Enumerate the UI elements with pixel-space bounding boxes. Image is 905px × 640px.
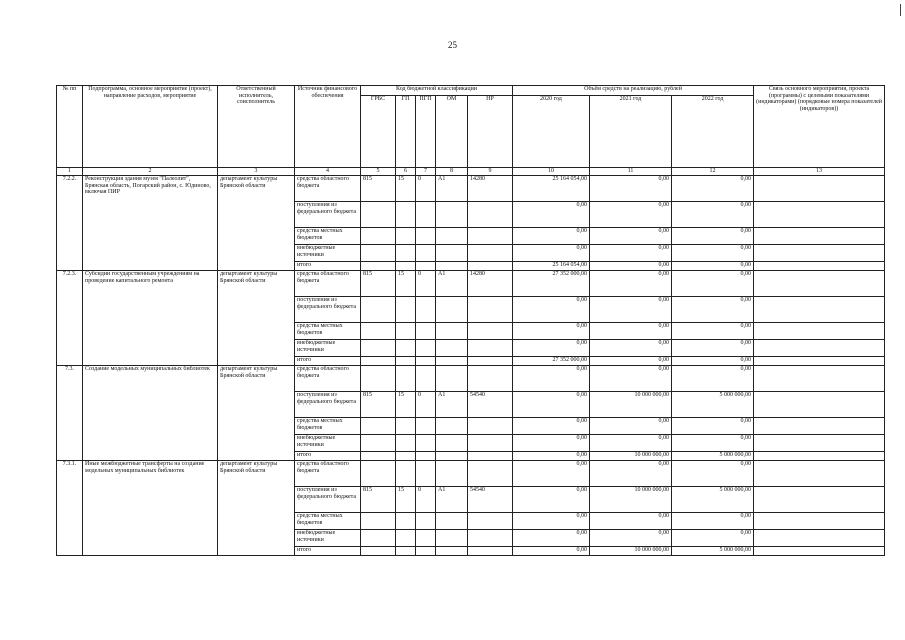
funding-source: итого [295, 357, 361, 366]
header-2020: 2020 год [513, 96, 590, 168]
budget-table [56, 85, 885, 556]
funding-source: поступления из федерального бюджета [295, 297, 361, 323]
item-name: Субсидии государственным учреждениям на проведение капитального ремонта [83, 271, 218, 366]
code-grbs [361, 435, 396, 452]
code-gp [396, 452, 416, 461]
code-om [436, 461, 468, 487]
indicator-link [754, 487, 885, 513]
code-gp [396, 366, 416, 392]
indicator-link [754, 245, 885, 262]
code-om [436, 297, 468, 323]
header-amount: Объём средств на реализацию, рублей [513, 86, 754, 96]
code-gp: 15 [396, 392, 416, 418]
amount-2020: 0,00 [513, 513, 590, 530]
funding-source: средства местных бюджетов [295, 228, 361, 245]
code-grbs [361, 418, 396, 435]
code-grbs [361, 547, 396, 556]
code-pgp [416, 366, 436, 392]
funding-source: средства местных бюджетов [295, 418, 361, 435]
indicator-link [754, 392, 885, 418]
column-number: 3 [218, 168, 295, 176]
amount-2020: 0,00 [513, 323, 590, 340]
code-grbs [361, 461, 396, 487]
code-om [436, 547, 468, 556]
header-grbs: ГРБС [361, 96, 396, 168]
code-pgp [416, 530, 436, 547]
table-row [57, 461, 885, 487]
column-number: 7 [416, 168, 436, 176]
code-pgp [416, 262, 436, 271]
code-grbs [361, 262, 396, 271]
amount-2020: 0,00 [513, 435, 590, 452]
code-gp [396, 513, 416, 530]
amount-2021: 10 000 000,00 [590, 452, 672, 461]
code-nr [468, 262, 513, 271]
code-gp: 15 [396, 487, 416, 513]
amount-2020: 0,00 [513, 547, 590, 556]
amount-2020: 0,00 [513, 487, 590, 513]
funding-source: средства областного бюджета [295, 366, 361, 392]
funding-source: итого [295, 452, 361, 461]
header-source: Источник финансового обеспечения [295, 86, 361, 168]
amount-2021: 0,00 [590, 176, 672, 202]
code-nr [468, 297, 513, 323]
code-grbs [361, 357, 396, 366]
item-executor: департамент культуры Брянской области [218, 176, 295, 271]
indicator-link [754, 547, 885, 556]
column-number: 9 [468, 168, 513, 176]
code-pgp [416, 547, 436, 556]
amount-2020: 0,00 [513, 418, 590, 435]
code-pgp: 0 [416, 176, 436, 202]
code-om: А1 [436, 271, 468, 297]
funding-source: поступления из федерального бюджета [295, 487, 361, 513]
amount-2021: 10 000 000,00 [590, 547, 672, 556]
amount-2020: 0,00 [513, 452, 590, 461]
item-executor: департамент культуры Брянской области [218, 271, 295, 366]
amount-2021: 0,00 [590, 202, 672, 228]
code-pgp [416, 340, 436, 357]
indicator-link [754, 418, 885, 435]
column-number: 4 [295, 168, 361, 176]
funding-source: внебюджетные источники [295, 435, 361, 452]
funding-source: внебюджетные источники [295, 245, 361, 262]
amount-2022: 0,00 [672, 271, 754, 297]
code-nr: 14280 [468, 271, 513, 297]
item-name: Реконструкция здания музея "Палеолит", Брянская область, Погарский район, с. Юдиново, включая ПИР [83, 176, 218, 271]
code-pgp [416, 452, 436, 461]
code-grbs [361, 366, 396, 392]
code-om [436, 452, 468, 461]
amount-2020: 0,00 [513, 366, 590, 392]
code-gp [396, 461, 416, 487]
amount-2021: 0,00 [590, 245, 672, 262]
code-nr [468, 323, 513, 340]
code-om [436, 530, 468, 547]
code-gp [396, 357, 416, 366]
table-header [57, 86, 885, 176]
code-om [436, 435, 468, 452]
indicator-link [754, 435, 885, 452]
code-nr [468, 461, 513, 487]
code-om [436, 202, 468, 228]
item-number: 7.3.1. [57, 461, 83, 556]
code-grbs [361, 245, 396, 262]
item-name: Создание модельных муниципальных библиотек [83, 366, 218, 461]
indicator-link [754, 297, 885, 323]
item-executor: департамент культуры Брянской области [218, 461, 295, 556]
code-pgp: 0 [416, 271, 436, 297]
amount-2020: 0,00 [513, 228, 590, 245]
column-number: 5 [361, 168, 396, 176]
amount-2022: 5 000 000,00 [672, 487, 754, 513]
amount-2020: 0,00 [513, 530, 590, 547]
code-grbs [361, 513, 396, 530]
header-om: ОМ [436, 96, 468, 168]
amount-2022: 0,00 [672, 461, 754, 487]
code-grbs: 815 [361, 487, 396, 513]
funding-source: поступления из федерального бюджета [295, 392, 361, 418]
amount-2022: 0,00 [672, 513, 754, 530]
code-gp [396, 297, 416, 323]
page-number: 25 [448, 40, 457, 50]
code-grbs [361, 228, 396, 245]
column-number: 6 [396, 168, 416, 176]
funding-source: поступления из федерального бюджета [295, 202, 361, 228]
code-nr [468, 228, 513, 245]
code-grbs: 815 [361, 176, 396, 202]
scan-edge-mark [900, 4, 901, 16]
code-gp [396, 262, 416, 271]
indicator-link [754, 357, 885, 366]
amount-2020: 25 164 054,00 [513, 176, 590, 202]
code-om [436, 245, 468, 262]
amount-2021: 10 000 000,00 [590, 392, 672, 418]
amount-2022: 5 000 000,00 [672, 452, 754, 461]
code-om: А1 [436, 176, 468, 202]
code-gp [396, 340, 416, 357]
amount-2022: 0,00 [672, 340, 754, 357]
code-gp: 15 [396, 271, 416, 297]
header-link: Связь основного мероприятия, проекта (программы) с целевыми показателями (индикаторами) (порядковые номера показателей (индикаторов)) [754, 86, 885, 168]
amount-2022: 0,00 [672, 297, 754, 323]
code-nr [468, 530, 513, 547]
table-row [57, 366, 885, 392]
amount-2021: 10 000 000,00 [590, 487, 672, 513]
header-name: Подпрограмма, основное мероприятие (проект), направление расходов, мероприятие [83, 86, 218, 168]
amount-2020: 0,00 [513, 245, 590, 262]
code-nr [468, 435, 513, 452]
code-gp [396, 547, 416, 556]
code-om: А1 [436, 487, 468, 513]
header-2022: 2022 год [672, 96, 754, 168]
table-row [57, 176, 885, 202]
amount-2022: 0,00 [672, 435, 754, 452]
item-executor: департамент культуры Брянской области [218, 366, 295, 461]
funding-source: средства областного бюджета [295, 461, 361, 487]
amount-2022: 0,00 [672, 530, 754, 547]
code-grbs [361, 340, 396, 357]
code-grbs: 815 [361, 392, 396, 418]
funding-source: внебюджетные источники [295, 530, 361, 547]
item-number: 7.2.3. [57, 271, 83, 366]
code-pgp [416, 461, 436, 487]
amount-2022: 5 000 000,00 [672, 547, 754, 556]
code-nr [468, 452, 513, 461]
code-nr: 14280 [468, 176, 513, 202]
amount-2021: 0,00 [590, 323, 672, 340]
code-gp [396, 323, 416, 340]
funding-source: итого [295, 262, 361, 271]
amount-2020: 0,00 [513, 202, 590, 228]
funding-source: внебюджетные источники [295, 340, 361, 357]
code-om [436, 357, 468, 366]
amount-2020: 0,00 [513, 340, 590, 357]
column-number: 12 [672, 168, 754, 176]
code-nr: 54540 [468, 392, 513, 418]
code-om [436, 340, 468, 357]
header-2021: 2021 год [590, 96, 672, 168]
amount-2020: 27 352 000,00 [513, 357, 590, 366]
amount-2022: 0,00 [672, 418, 754, 435]
amount-2021: 0,00 [590, 513, 672, 530]
amount-2021: 0,00 [590, 357, 672, 366]
column-number: 1 [57, 168, 83, 176]
column-number: 13 [754, 168, 885, 176]
amount-2020: 0,00 [513, 392, 590, 418]
amount-2020: 0,00 [513, 461, 590, 487]
amount-2021: 0,00 [590, 297, 672, 323]
code-grbs [361, 297, 396, 323]
amount-2021: 0,00 [590, 418, 672, 435]
amount-2022: 0,00 [672, 228, 754, 245]
indicator-link [754, 452, 885, 461]
code-pgp: 0 [416, 392, 436, 418]
code-om [436, 418, 468, 435]
header-no: № пп [57, 86, 83, 168]
code-nr [468, 366, 513, 392]
code-pgp: 0 [416, 487, 436, 513]
code-gp [396, 530, 416, 547]
code-grbs [361, 530, 396, 547]
code-nr: 54540 [468, 487, 513, 513]
amount-2022: 0,00 [672, 262, 754, 271]
item-number: 7.2.2. [57, 176, 83, 271]
code-nr [468, 340, 513, 357]
table-body [57, 176, 885, 556]
header-gp: ГП [396, 96, 416, 168]
amount-2022: 0,00 [672, 366, 754, 392]
code-om [436, 262, 468, 271]
code-nr [468, 547, 513, 556]
funding-source: средства местных бюджетов [295, 323, 361, 340]
amount-2022: 0,00 [672, 323, 754, 340]
item-name: Иные межбюджетные трансферты на создание модельных муниципальных библиотек [83, 461, 218, 556]
item-number: 7.3. [57, 366, 83, 461]
code-pgp [416, 418, 436, 435]
column-number: 2 [83, 168, 218, 176]
amount-2021: 0,00 [590, 271, 672, 297]
amount-2022: 0,00 [672, 357, 754, 366]
code-pgp [416, 513, 436, 530]
code-grbs [361, 202, 396, 228]
amount-2021: 0,00 [590, 461, 672, 487]
amount-2020: 25 164 054,00 [513, 262, 590, 271]
code-gp [396, 435, 416, 452]
header-nr: НР [468, 96, 513, 168]
indicator-link [754, 530, 885, 547]
column-number: 10 [513, 168, 590, 176]
code-pgp [416, 435, 436, 452]
amount-2022: 0,00 [672, 176, 754, 202]
amount-2021: 0,00 [590, 530, 672, 547]
code-om [436, 513, 468, 530]
amount-2021: 0,00 [590, 228, 672, 245]
indicator-link [754, 176, 885, 202]
amount-2021: 0,00 [590, 340, 672, 357]
code-gp [396, 245, 416, 262]
code-gp [396, 418, 416, 435]
column-number: 11 [590, 168, 672, 176]
indicator-link [754, 228, 885, 245]
amount-2021: 0,00 [590, 366, 672, 392]
code-pgp [416, 323, 436, 340]
indicator-link [754, 513, 885, 530]
funding-source: итого [295, 547, 361, 556]
code-pgp [416, 202, 436, 228]
amount-2021: 0,00 [590, 435, 672, 452]
indicator-link [754, 262, 885, 271]
code-nr [468, 245, 513, 262]
funding-source: средства областного бюджета [295, 176, 361, 202]
indicator-link [754, 340, 885, 357]
code-gp [396, 228, 416, 245]
code-pgp [416, 245, 436, 262]
code-om: А1 [436, 392, 468, 418]
header-pgp: ПГП [416, 96, 436, 168]
code-om [436, 228, 468, 245]
code-grbs [361, 452, 396, 461]
amount-2020: 0,00 [513, 297, 590, 323]
code-om [436, 366, 468, 392]
amount-2020: 27 352 000,00 [513, 271, 590, 297]
amount-2022: 0,00 [672, 202, 754, 228]
table-row [57, 271, 885, 297]
code-pgp [416, 228, 436, 245]
header-executor: Ответственный исполнитель, соисполнитель [218, 86, 295, 168]
indicator-link [754, 271, 885, 297]
funding-source: средства местных бюджетов [295, 513, 361, 530]
indicator-link [754, 202, 885, 228]
code-pgp [416, 357, 436, 366]
column-number: 8 [436, 168, 468, 176]
code-grbs: 815 [361, 271, 396, 297]
indicator-link [754, 323, 885, 340]
code-nr [468, 418, 513, 435]
code-grbs [361, 323, 396, 340]
code-om [436, 323, 468, 340]
code-gp [396, 202, 416, 228]
code-gp: 15 [396, 176, 416, 202]
indicator-link [754, 461, 885, 487]
header-kbk: Код бюджетной классификации [361, 86, 513, 96]
code-nr [468, 357, 513, 366]
column-number-row [57, 168, 885, 176]
amount-2022: 5 000 000,00 [672, 392, 754, 418]
indicator-link [754, 366, 885, 392]
funding-source: средства областного бюджета [295, 271, 361, 297]
code-nr [468, 202, 513, 228]
amount-2021: 0,00 [590, 262, 672, 271]
code-nr [468, 513, 513, 530]
amount-2022: 0,00 [672, 245, 754, 262]
code-pgp [416, 297, 436, 323]
